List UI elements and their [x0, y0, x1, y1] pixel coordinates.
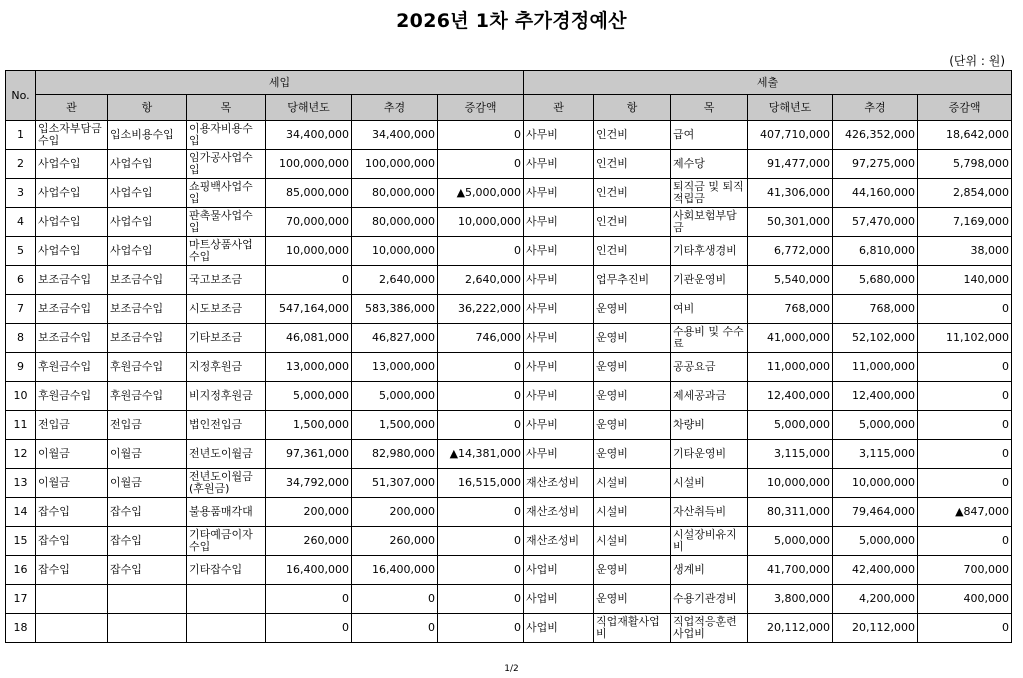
expense-hang-cell: 인건비	[594, 121, 671, 150]
income-mok-cell: 판촉물사업수입	[187, 208, 266, 237]
income-change-cell: 0	[438, 382, 524, 411]
expense-change-cell: 700,000	[918, 556, 1012, 585]
expense-current-cell: 20,112,000	[748, 614, 833, 643]
income-hang-cell: 사업수입	[108, 237, 187, 266]
income-mok-cell: 기타잡수입	[187, 556, 266, 585]
income-gwan-cell: 이월금	[36, 440, 108, 469]
expense-revised-cell: 20,112,000	[833, 614, 918, 643]
row-number-cell: 7	[6, 295, 36, 324]
income-change-cell: 16,515,000	[438, 469, 524, 498]
expense-revised-cell: 97,275,000	[833, 150, 918, 179]
income-hang-cell: 보조금수입	[108, 295, 187, 324]
table-row	[6, 440, 1012, 469]
income-current-cell: 46,081,000	[266, 324, 352, 353]
expense-gwan-cell: 사무비	[524, 150, 594, 179]
income-revised-cell: 82,980,000	[352, 440, 438, 469]
table-row	[6, 353, 1012, 382]
income-change-cell: ▲14,381,000	[438, 440, 524, 469]
income-gwan-cell: 사업수입	[36, 208, 108, 237]
expense-hang-cell: 운영비	[594, 382, 671, 411]
row-number-cell: 17	[6, 585, 36, 614]
income-mok-cell: 쇼핑백사업수입	[187, 179, 266, 208]
row-number-cell: 5	[6, 237, 36, 266]
income-hang-cell: 후원금수입	[108, 353, 187, 382]
table-row	[6, 324, 1012, 353]
income-revised-cell: 51,307,000	[352, 469, 438, 498]
expense-current-cell: 6,772,000	[748, 237, 833, 266]
header-col: 관	[524, 95, 594, 121]
expense-current-cell: 41,306,000	[748, 179, 833, 208]
income-revised-cell: 0	[352, 585, 438, 614]
income-mok-cell: 마트상품사업수입	[187, 237, 266, 266]
expense-gwan-cell: 사무비	[524, 121, 594, 150]
expense-hang-cell: 인건비	[594, 179, 671, 208]
expense-gwan-cell: 사무비	[524, 266, 594, 295]
income-mok-cell: 임가공사업수입	[187, 150, 266, 179]
row-number-cell: 3	[6, 179, 36, 208]
expense-hang-cell: 운영비	[594, 585, 671, 614]
income-revised-cell: 5,000,000	[352, 382, 438, 411]
income-hang-cell: 입소비용수입	[108, 121, 187, 150]
header-col: 당해년도	[266, 95, 352, 121]
table-row	[6, 585, 1012, 614]
expense-revised-cell: 42,400,000	[833, 556, 918, 585]
expense-current-cell: 50,301,000	[748, 208, 833, 237]
table-row	[6, 121, 1012, 150]
expense-gwan-cell: 사업비	[524, 614, 594, 643]
table-row	[6, 411, 1012, 440]
expense-change-cell: 11,102,000	[918, 324, 1012, 353]
expense-revised-cell: 52,102,000	[833, 324, 918, 353]
income-change-cell: 0	[438, 353, 524, 382]
income-current-cell: 200,000	[266, 498, 352, 527]
income-change-cell: 0	[438, 411, 524, 440]
income-current-cell: 34,400,000	[266, 121, 352, 150]
income-current-cell: 0	[266, 614, 352, 643]
income-hang-cell: 사업수입	[108, 150, 187, 179]
expense-mok-cell: 차량비	[671, 411, 748, 440]
expense-hang-cell: 운영비	[594, 324, 671, 353]
income-gwan-cell: 전입금	[36, 411, 108, 440]
header-col: 항	[108, 95, 187, 121]
unit-label: (단위 : 원)	[949, 54, 1005, 68]
expense-mok-cell: 공공요금	[671, 353, 748, 382]
expense-mok-cell: 기타운영비	[671, 440, 748, 469]
income-current-cell: 34,792,000	[266, 469, 352, 498]
header-col: 증감액	[438, 95, 524, 121]
row-number-cell: 15	[6, 527, 36, 556]
income-revised-cell: 13,000,000	[352, 353, 438, 382]
income-mok-cell: 국고보조금	[187, 266, 266, 295]
expense-mok-cell: 수용기관경비	[671, 585, 748, 614]
expense-hang-cell: 인건비	[594, 150, 671, 179]
expense-change-cell: 7,169,000	[918, 208, 1012, 237]
expense-change-cell: 38,000	[918, 237, 1012, 266]
expense-mok-cell: 수용비 및 수수료	[671, 324, 748, 353]
income-gwan-cell: 잡수입	[36, 556, 108, 585]
row-number-cell: 9	[6, 353, 36, 382]
income-hang-cell: 보조금수입	[108, 266, 187, 295]
header-col: 증감액	[918, 95, 1012, 121]
table-row	[6, 382, 1012, 411]
expense-mok-cell: 사회보험부담금	[671, 208, 748, 237]
expense-mok-cell: 기타후생경비	[671, 237, 748, 266]
header-col: 항	[594, 95, 671, 121]
expense-revised-cell: 12,400,000	[833, 382, 918, 411]
expense-gwan-cell: 사무비	[524, 382, 594, 411]
table-row	[6, 527, 1012, 556]
expense-mok-cell: 생계비	[671, 556, 748, 585]
income-current-cell: 260,000	[266, 527, 352, 556]
income-change-cell: 0	[438, 498, 524, 527]
expense-current-cell: 3,115,000	[748, 440, 833, 469]
income-gwan-cell: 사업수입	[36, 237, 108, 266]
expense-revised-cell: 11,000,000	[833, 353, 918, 382]
income-change-cell: 0	[438, 585, 524, 614]
row-number-cell: 11	[6, 411, 36, 440]
expense-change-cell: 18,642,000	[918, 121, 1012, 150]
expense-current-cell: 11,000,000	[748, 353, 833, 382]
income-current-cell: 0	[266, 266, 352, 295]
expense-gwan-cell: 사무비	[524, 208, 594, 237]
table-row	[6, 498, 1012, 527]
income-gwan-cell: 보조금수입	[36, 324, 108, 353]
expense-hang-cell: 시설비	[594, 498, 671, 527]
income-hang-cell: 잡수입	[108, 498, 187, 527]
header-col: 관	[36, 95, 108, 121]
expense-hang-cell: 인건비	[594, 208, 671, 237]
expense-change-cell: 0	[918, 411, 1012, 440]
income-gwan-cell: 후원금수입	[36, 353, 108, 382]
expense-hang-cell: 운영비	[594, 440, 671, 469]
expense-revised-cell: 5,000,000	[833, 527, 918, 556]
expense-change-cell: 0	[918, 614, 1012, 643]
row-number-cell: 8	[6, 324, 36, 353]
income-mok-cell: 비지정후원금	[187, 382, 266, 411]
table-row	[6, 208, 1012, 237]
income-gwan-cell: 이월금	[36, 469, 108, 498]
income-change-cell: 0	[438, 556, 524, 585]
income-change-cell: 10,000,000	[438, 208, 524, 237]
income-current-cell: 100,000,000	[266, 150, 352, 179]
expense-mok-cell: 퇴직금 및 퇴직적립금	[671, 179, 748, 208]
expense-hang-cell: 직업재활사업비	[594, 614, 671, 643]
table-row	[6, 266, 1012, 295]
table-row	[6, 237, 1012, 266]
page-number: 1/2	[504, 664, 519, 674]
header-row-columns	[6, 95, 1012, 121]
income-hang-cell: 사업수입	[108, 208, 187, 237]
income-revised-cell: 10,000,000	[352, 237, 438, 266]
income-mok-cell	[187, 585, 266, 614]
row-number-cell: 1	[6, 121, 36, 150]
expense-change-cell: 0	[918, 469, 1012, 498]
expense-current-cell: 5,000,000	[748, 411, 833, 440]
income-current-cell: 10,000,000	[266, 237, 352, 266]
expense-hang-cell: 인건비	[594, 237, 671, 266]
row-number-cell: 13	[6, 469, 36, 498]
income-current-cell: 13,000,000	[266, 353, 352, 382]
expense-revised-cell: 4,200,000	[833, 585, 918, 614]
expense-revised-cell: 44,160,000	[833, 179, 918, 208]
expense-revised-cell: 5,680,000	[833, 266, 918, 295]
expense-hang-cell: 업무추진비	[594, 266, 671, 295]
income-change-cell: 0	[438, 150, 524, 179]
income-change-cell: 36,222,000	[438, 295, 524, 324]
expense-mok-cell: 기관운영비	[671, 266, 748, 295]
income-revised-cell: 260,000	[352, 527, 438, 556]
header-col: 목	[187, 95, 266, 121]
expense-gwan-cell: 사무비	[524, 237, 594, 266]
row-number-cell: 18	[6, 614, 36, 643]
row-number-cell: 14	[6, 498, 36, 527]
expense-current-cell: 5,000,000	[748, 527, 833, 556]
expense-hang-cell: 운영비	[594, 353, 671, 382]
table-row	[6, 556, 1012, 585]
expense-mok-cell: 직업적응훈련사업비	[671, 614, 748, 643]
income-gwan-cell: 보조금수입	[36, 295, 108, 324]
expense-current-cell: 5,540,000	[748, 266, 833, 295]
income-gwan-cell: 보조금수입	[36, 266, 108, 295]
expense-change-cell: 0	[918, 440, 1012, 469]
expense-gwan-cell: 사무비	[524, 440, 594, 469]
expense-revised-cell: 79,464,000	[833, 498, 918, 527]
expense-mok-cell: 자산취득비	[671, 498, 748, 527]
expense-mok-cell: 제세공과금	[671, 382, 748, 411]
income-hang-cell: 잡수입	[108, 527, 187, 556]
row-number-cell: 4	[6, 208, 36, 237]
income-current-cell: 1,500,000	[266, 411, 352, 440]
income-mok-cell: 전년도이월금(후원금)	[187, 469, 266, 498]
expense-mok-cell: 급여	[671, 121, 748, 150]
expense-gwan-cell: 사무비	[524, 179, 594, 208]
expense-current-cell: 10,000,000	[748, 469, 833, 498]
expense-revised-cell: 3,115,000	[833, 440, 918, 469]
budget-table	[5, 70, 1012, 643]
header-no: No.	[6, 71, 36, 121]
income-hang-cell	[108, 614, 187, 643]
expense-hang-cell: 시설비	[594, 469, 671, 498]
expense-revised-cell: 426,352,000	[833, 121, 918, 150]
expense-hang-cell: 운영비	[594, 556, 671, 585]
expense-change-cell: 140,000	[918, 266, 1012, 295]
expense-change-cell: 400,000	[918, 585, 1012, 614]
expense-gwan-cell: 사업비	[524, 556, 594, 585]
income-mok-cell: 전년도이월금	[187, 440, 266, 469]
header-col: 당해년도	[748, 95, 833, 121]
expense-change-cell: 0	[918, 295, 1012, 324]
expense-revised-cell: 57,470,000	[833, 208, 918, 237]
row-number-cell: 12	[6, 440, 36, 469]
income-revised-cell: 200,000	[352, 498, 438, 527]
header-income: 세입	[36, 71, 524, 95]
header-expense: 세출	[524, 71, 1012, 95]
expense-gwan-cell: 사무비	[524, 295, 594, 324]
header-col: 추경	[833, 95, 918, 121]
header-col: 목	[671, 95, 748, 121]
income-hang-cell: 잡수입	[108, 556, 187, 585]
expense-gwan-cell: 재산조성비	[524, 527, 594, 556]
income-mok-cell	[187, 614, 266, 643]
expense-current-cell: 41,700,000	[748, 556, 833, 585]
income-current-cell: 85,000,000	[266, 179, 352, 208]
income-gwan-cell: 후원금수입	[36, 382, 108, 411]
income-hang-cell: 이월금	[108, 469, 187, 498]
expense-gwan-cell: 사업비	[524, 585, 594, 614]
row-number-cell: 6	[6, 266, 36, 295]
income-gwan-cell	[36, 585, 108, 614]
expense-current-cell: 12,400,000	[748, 382, 833, 411]
row-number-cell: 2	[6, 150, 36, 179]
page-title: 2026년 1차 추가경정예산	[396, 10, 627, 32]
income-revised-cell: 100,000,000	[352, 150, 438, 179]
income-revised-cell: 34,400,000	[352, 121, 438, 150]
expense-revised-cell: 768,000	[833, 295, 918, 324]
expense-change-cell: 0	[918, 527, 1012, 556]
income-gwan-cell: 잡수입	[36, 498, 108, 527]
income-revised-cell: 80,000,000	[352, 208, 438, 237]
expense-current-cell: 80,311,000	[748, 498, 833, 527]
income-mok-cell: 이용자비용수입	[187, 121, 266, 150]
income-revised-cell: 16,400,000	[352, 556, 438, 585]
income-current-cell: 16,400,000	[266, 556, 352, 585]
income-change-cell: 0	[438, 121, 524, 150]
income-current-cell: 0	[266, 585, 352, 614]
income-hang-cell: 전입금	[108, 411, 187, 440]
income-revised-cell: 583,386,000	[352, 295, 438, 324]
expense-hang-cell: 운영비	[594, 411, 671, 440]
table-row	[6, 150, 1012, 179]
income-gwan-cell: 사업수입	[36, 150, 108, 179]
expense-revised-cell: 10,000,000	[833, 469, 918, 498]
table-row	[6, 469, 1012, 498]
expense-mok-cell: 시설장비유지비	[671, 527, 748, 556]
expense-hang-cell: 운영비	[594, 295, 671, 324]
expense-mok-cell: 여비	[671, 295, 748, 324]
income-current-cell: 547,164,000	[266, 295, 352, 324]
income-gwan-cell	[36, 614, 108, 643]
expense-current-cell: 768,000	[748, 295, 833, 324]
header-col: 추경	[352, 95, 438, 121]
table-body	[6, 121, 1012, 643]
income-current-cell: 5,000,000	[266, 382, 352, 411]
income-revised-cell: 46,827,000	[352, 324, 438, 353]
income-gwan-cell: 사업수입	[36, 179, 108, 208]
expense-change-cell: 0	[918, 353, 1012, 382]
income-change-cell: 746,000	[438, 324, 524, 353]
income-mok-cell: 기타보조금	[187, 324, 266, 353]
income-revised-cell: 0	[352, 614, 438, 643]
expense-current-cell: 41,000,000	[748, 324, 833, 353]
expense-current-cell: 3,800,000	[748, 585, 833, 614]
expense-gwan-cell: 재산조성비	[524, 498, 594, 527]
income-current-cell: 97,361,000	[266, 440, 352, 469]
row-number-cell: 10	[6, 382, 36, 411]
income-revised-cell: 2,640,000	[352, 266, 438, 295]
expense-revised-cell: 5,000,000	[833, 411, 918, 440]
expense-gwan-cell: 사무비	[524, 353, 594, 382]
income-hang-cell: 후원금수입	[108, 382, 187, 411]
income-revised-cell: 1,500,000	[352, 411, 438, 440]
header-row-top	[6, 71, 1012, 95]
expense-change-cell: 0	[918, 382, 1012, 411]
income-hang-cell: 이월금	[108, 440, 187, 469]
expense-revised-cell: 6,810,000	[833, 237, 918, 266]
table-row	[6, 614, 1012, 643]
income-change-cell: ▲5,000,000	[438, 179, 524, 208]
income-mok-cell: 불용품매각대	[187, 498, 266, 527]
income-gwan-cell: 입소자부담금수입	[36, 121, 108, 150]
expense-gwan-cell: 사무비	[524, 411, 594, 440]
expense-change-cell: ▲847,000	[918, 498, 1012, 527]
expense-current-cell: 91,477,000	[748, 150, 833, 179]
income-revised-cell: 80,000,000	[352, 179, 438, 208]
table-row	[6, 179, 1012, 208]
income-mok-cell: 기타예금이자수입	[187, 527, 266, 556]
table-row	[6, 295, 1012, 324]
expense-mok-cell: 시설비	[671, 469, 748, 498]
expense-current-cell: 407,710,000	[748, 121, 833, 150]
expense-change-cell: 2,854,000	[918, 179, 1012, 208]
income-hang-cell: 보조금수입	[108, 324, 187, 353]
income-mok-cell: 시도보조금	[187, 295, 266, 324]
income-change-cell: 0	[438, 237, 524, 266]
income-current-cell: 70,000,000	[266, 208, 352, 237]
income-mok-cell: 법인전입금	[187, 411, 266, 440]
expense-gwan-cell: 사무비	[524, 324, 594, 353]
expense-change-cell: 5,798,000	[918, 150, 1012, 179]
income-hang-cell	[108, 585, 187, 614]
income-change-cell: 0	[438, 614, 524, 643]
row-number-cell: 16	[6, 556, 36, 585]
expense-gwan-cell: 재산조성비	[524, 469, 594, 498]
income-gwan-cell: 잡수입	[36, 527, 108, 556]
expense-hang-cell: 시설비	[594, 527, 671, 556]
income-mok-cell: 지정후원금	[187, 353, 266, 382]
income-change-cell: 2,640,000	[438, 266, 524, 295]
income-hang-cell: 사업수입	[108, 179, 187, 208]
expense-mok-cell: 제수당	[671, 150, 748, 179]
income-change-cell: 0	[438, 527, 524, 556]
